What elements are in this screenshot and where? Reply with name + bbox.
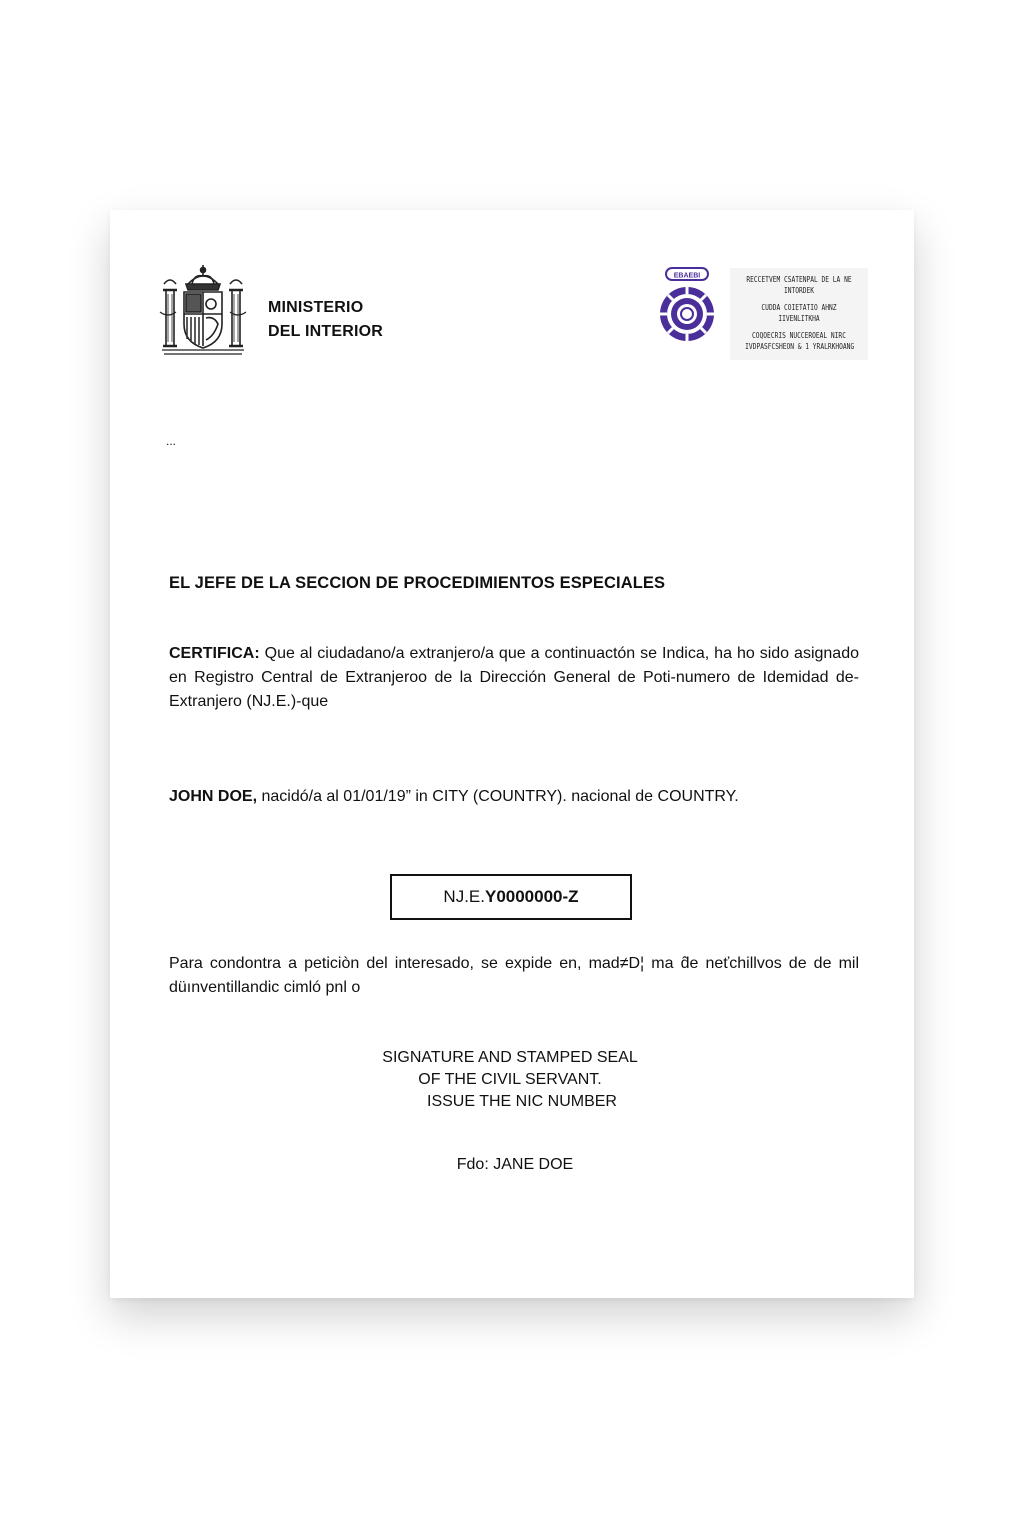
ministry-name (268, 296, 383, 344)
certifica-text: Que al ciudadano/a extranjero/a que a continuactón se Indica, ha ho sido asignado en Registro Central de Extranjeroo de la Dirección General de Poti-numero de Idemidad de-Extranjero (NJ.E.)-que (169, 645, 859, 710)
signatory-name: Fdo: JANE DOE (456, 1156, 574, 1173)
signature-block (360, 1047, 660, 1113)
person-details: nacidó/a al 01/01/19” in CITY (COUNTRY). nacional de COUNTRY. (261, 788, 739, 805)
certifica-paragraph (169, 642, 859, 714)
signature-line-2: OF THE CIVIL SERVANT. (418, 1071, 602, 1088)
nie-prefix: NJ.E. (443, 887, 485, 906)
spanish-coat-of-arms-icon (158, 262, 248, 358)
person-line (169, 788, 739, 806)
nie-number: Y0000000-Z (484, 887, 579, 906)
issuance-paragraph: Para condontra a peticiòn del interesado, se expide en, mad≠D¦ ma d̂e neťchillvos de de mil düınventillandic cimló pnl o (169, 955, 859, 996)
signature-line-1: SIGNATURE AND STAMPED SEAL (382, 1049, 638, 1066)
stamp-line-3: CUDDA COIETATIO AHNZ (761, 303, 837, 312)
stamp-text-block (730, 268, 868, 360)
badge-label: EBAEBI (673, 272, 701, 280)
stamp-line-4: IIVENLITKHA (778, 314, 820, 323)
document-heading: EL JEFE DE LA SECCION DE PROCEDIMIENTOS ESPECIALES (169, 574, 666, 592)
ministry-line-2: DEL INTERIOR (268, 323, 384, 340)
certificate-page (110, 210, 914, 1298)
police-badge-icon (656, 264, 718, 348)
person-name: JOHN DOE, (169, 788, 258, 805)
ministry-line-1: MINISTERIO (268, 299, 364, 316)
stamp-line-5: COQOECRIS NUCCEROEAL NIRC (752, 331, 846, 340)
stamp-line-2: INTORDEK (783, 286, 815, 295)
signature-line-3: ISSUE THE NIC NUMBER (427, 1093, 617, 1110)
ellipsis-mark: ... (166, 434, 177, 448)
nie-number-box (390, 874, 632, 920)
certifica-label: CERTIFICA: (169, 645, 260, 662)
stamp-line-1: RECCETVEM CSATENPAL DE LA NE (746, 275, 852, 284)
stamp-line-6: IVDPASFCSHEON & 1 YRALRKHOANG (745, 342, 855, 351)
